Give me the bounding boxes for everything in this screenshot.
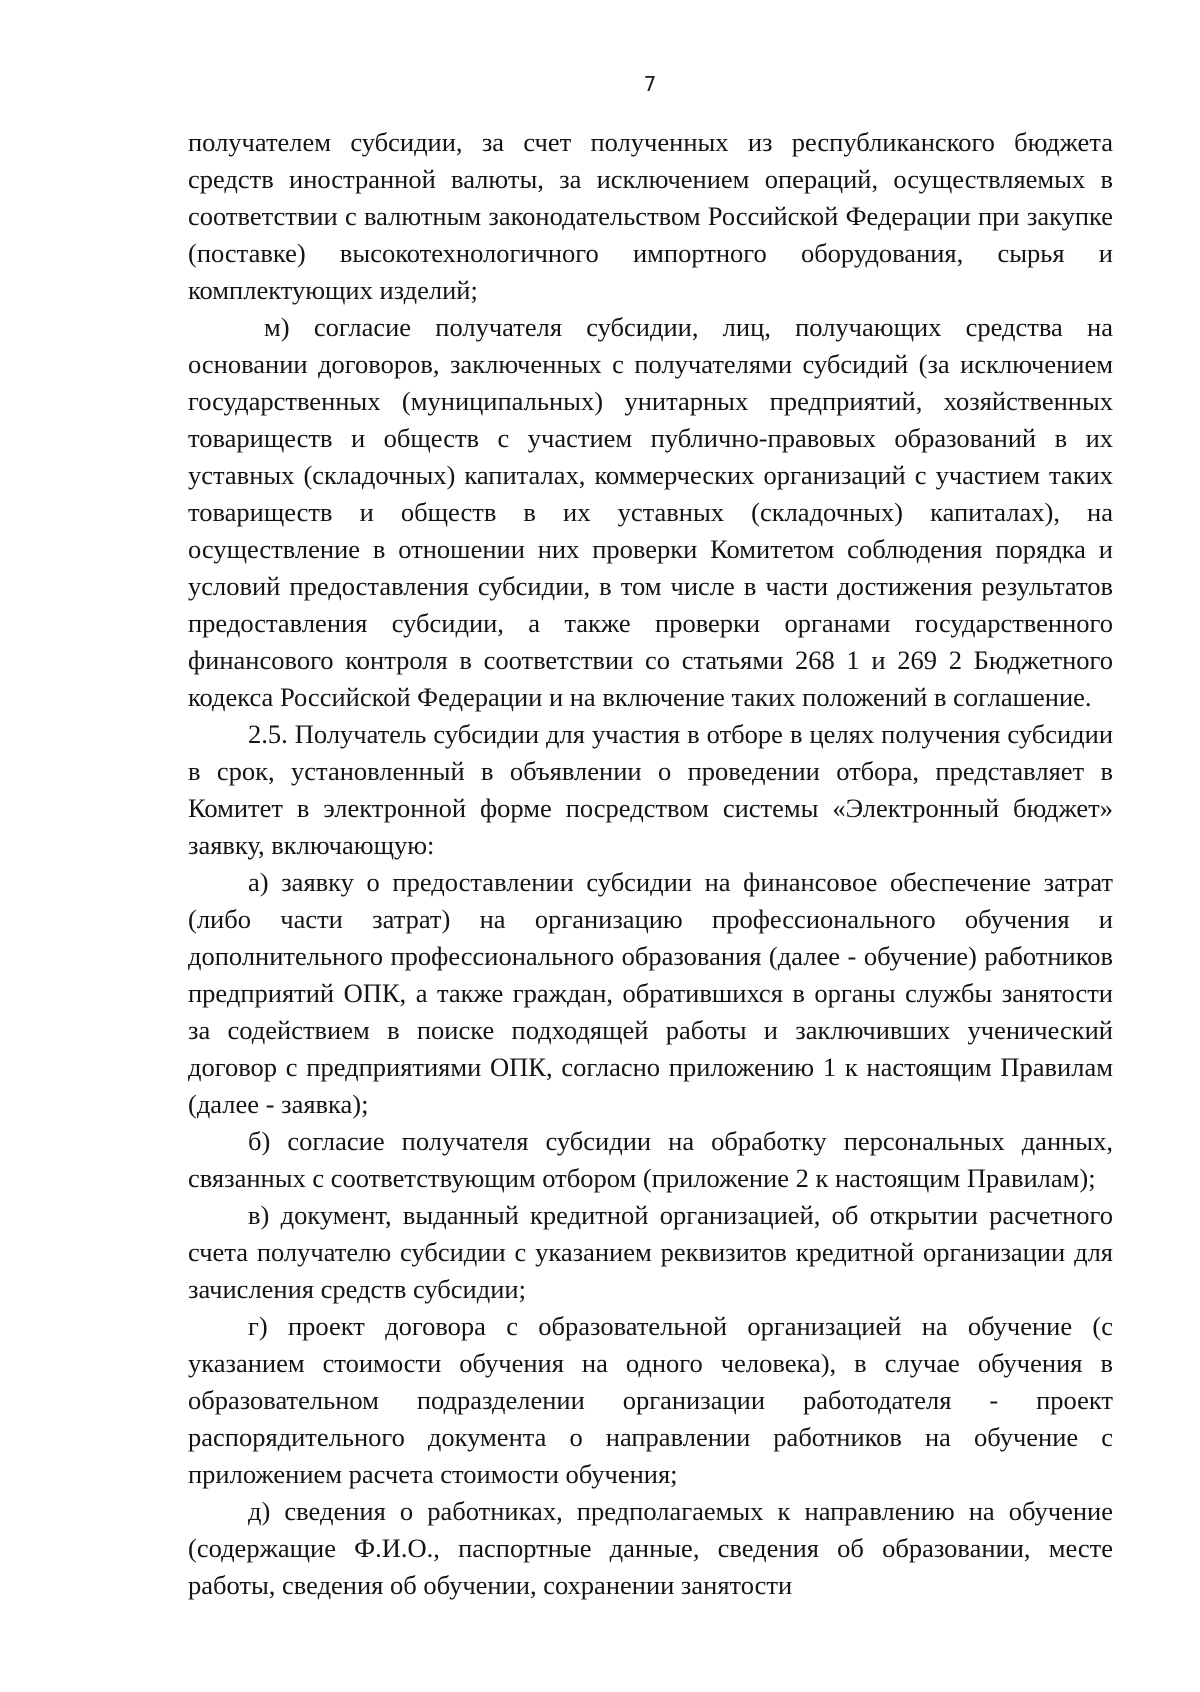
paragraph-item-g: г) проект договора с образовательной организацией на обучение (с указанием стоимости обучения на одного человека), в случае обучения в образовательном подразделении организации работодателя - проект распорядительного документа о направлении работников на обучение с приложением расчета стоимости обучения; [188, 1311, 1113, 1489]
paragraph-item-b: б) согласие получателя субсидии на обработку персональных данных, связанных с соответствующим отбором (приложение 2 к настоящим Правилам); [188, 1126, 1113, 1193]
page-number: 7 [643, 72, 657, 96]
document-body [188, 124, 1113, 1604]
paragraph-section-2-5: 2.5. Получатель субсидии для участия в отборе в целях получения субсидии в срок, установленный в объявлении о проведении отбора, представляет в Комитет в электронной форме посредством системы «Электронный бюджет» заявку, включающую: [188, 719, 1113, 860]
paragraph-item-d: д) сведения о работниках, предполагаемых к направлению на обучение (содержащие Ф.И.О., паспортные данные, сведения об образовании, месте работы, сведения об обучении, сохранении занятости [188, 1496, 1113, 1600]
paragraph-item-m: м) согласие получателя субсидии, лиц, получающих средства на основании договоров, заключенных с получателями субсидий (за исключением государственных (муниципальных) унитарных предприятий, хозяйственных товариществ и обществ с участием публично-правовых образований в их уставных (складочных) капиталах, коммерческих организаций с участием таких товариществ и обществ в их уставных (складочных) капиталах), на осуществление в отношении них проверки Комитетом соблюдения порядка и условий предоставления субсидии, в том числе в части достижения результатов предоставления субсидии, а также проверки органами государственного финансового контроля в соответствии со статьями 268 1 и 269 2 Бюджетного кодекса Российской Федерации и на включение таких положений в соглашение. [188, 312, 1113, 712]
paragraph-item-a: а) заявку о предоставлении субсидии на финансовое обеспечение затрат (либо части затрат) на организацию профессионального обучения и дополнительного профессионального образования (далее - обучение) работников предприятий ОПК, а также граждан, обратившихся в органы службы занятости за содействием в поиске подходящей работы и заключивших ученический договор с предприятиями ОПК, согласно приложению 1 к настоящим Правилам (далее - заявка); [188, 867, 1113, 1119]
paragraph-item-v: в) документ, выданный кредитной организацией, об открытии расчетного счета получателю субсидии с указанием реквизитов кредитной организации для зачисления средств субсидии; [188, 1200, 1113, 1304]
paragraph-continuation: получателем субсидии, за счет полученных из республиканского бюджета средств иностранной валюты, за исключением операций, осуществляемых в соответствии с валютным законодательством Российской Федерации при закупке (поставке) высокотехнологичного импортного оборудования, сырья и комплектующих изделий; [188, 127, 1113, 305]
